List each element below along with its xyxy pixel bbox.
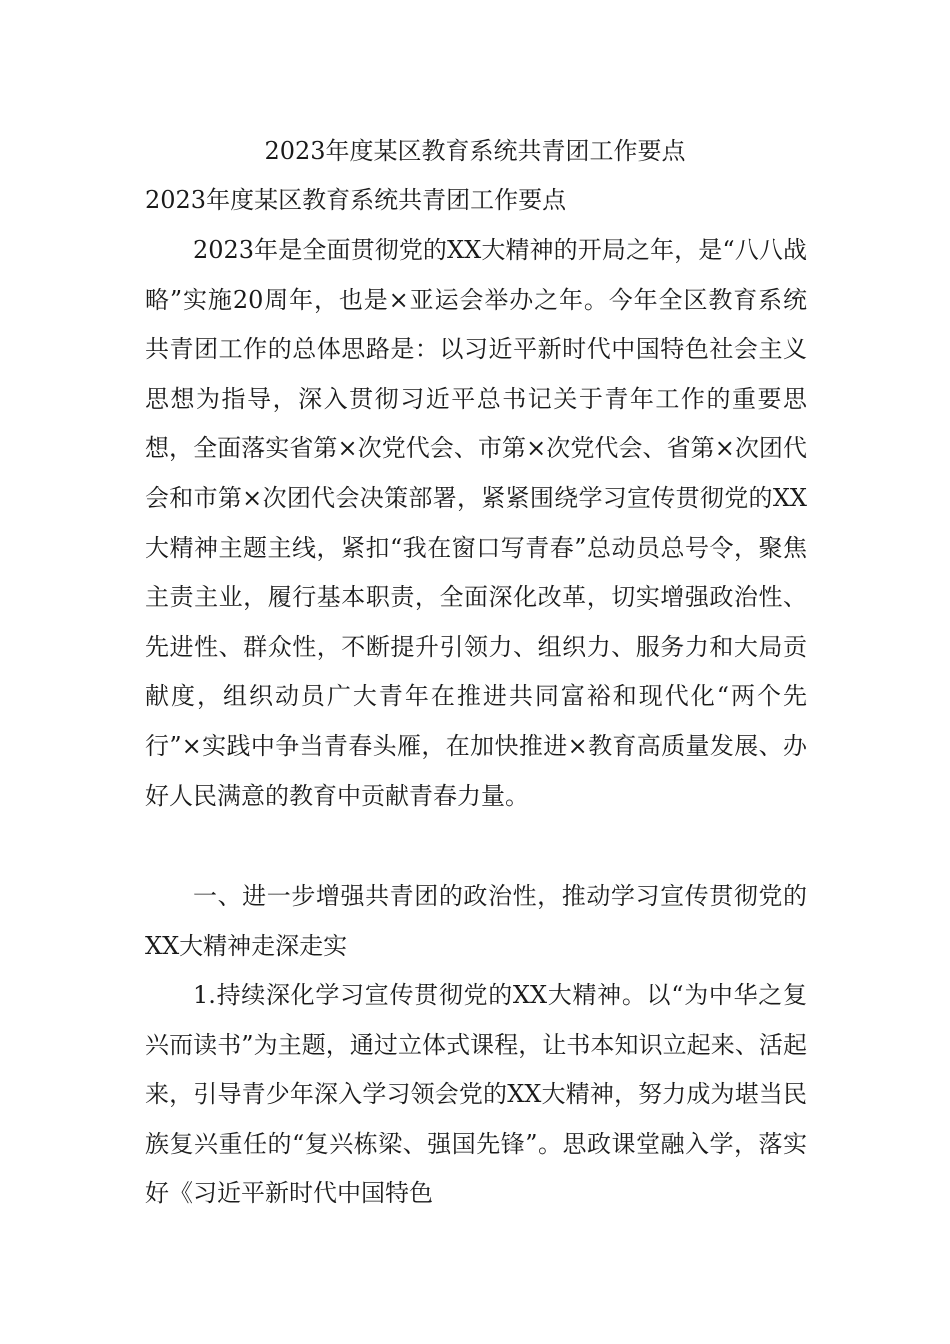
intro-paragraph: 2023年是全面贯彻党的XX大精神的开局之年，是“八八战略”实施20周年，也是×亚运会举办之年。今年全区教育系统共青团工作的总体思路是：以习近平新时代中国特色社会主义思想为指导，深入贯彻习近平总书记关于青年工作的重要思想，全面落实省第×次党代会、市第×次党代会、省第×次团代会和市第×次团代会决策部署，紧紧围绕学习宣传贯彻党的XX大精神主题主线，紧扣“我在窗口写青春”总动员总号令，聚焦主责主业，履行基本职责，全面深化改革，切实增强政治性、先进性、群众性，不断提升引领力、组织力、服务力和大局贡献度，组织动员广大青年在推进共同富裕和现代化“两个先行”×实践中争当青春头雁，在加快推进×教育高质量发展、办好人民满意的教育中贡献青春力量。 — [145, 236, 807, 810]
document-title: 2023年度某区教育系统共青团工作要点 — [264, 137, 686, 165]
document-subtitle: 2023年度某区教育系统共青团工作要点 — [145, 186, 567, 214]
item-paragraph-1: 1.持续深化学习宣传贯彻党的XX大精神。以“为中华之复兴而读书”为主题，通过立体式课程，让书本知识立起来、活起来，引导青少年深入学习领会党的XX大精神，努力成为堪当民族复兴重任的“复兴栋梁、强国先锋”。思政课堂融入学，落实好《习近平新时代中国特色 — [145, 981, 807, 1208]
section-heading-1: 一、进一步增强共青团的政治性，推动学习宣传贯彻党的XX大精神走深走实 — [145, 882, 807, 960]
